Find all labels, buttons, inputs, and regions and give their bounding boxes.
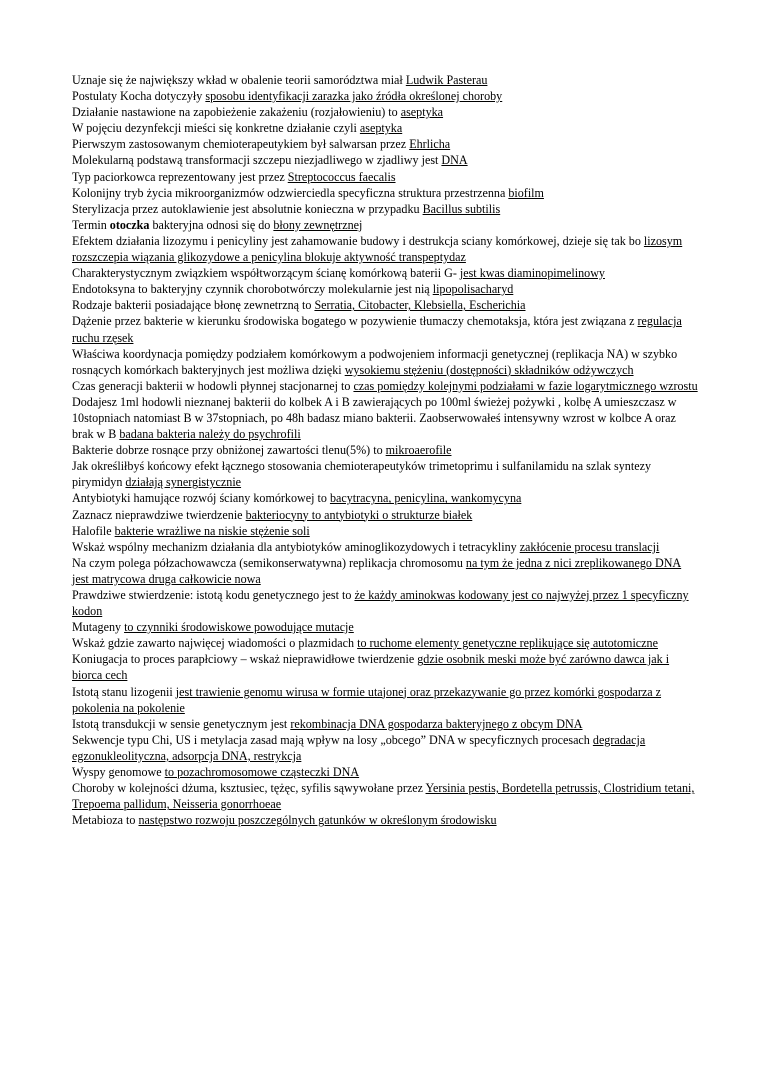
entry-answer: badana bakteria należy do psychrofili <box>119 427 301 442</box>
entry-23 <box>72 523 698 539</box>
entry-text: Sekwencje typu Chi, US i metylacja zasad mają wpływ na losy „obcego” DNA w specyficznych procesach <box>72 732 593 747</box>
entry-text: Zaznacz nieprawdziwe twierdzenie <box>72 507 246 522</box>
entry-text: Charakterystycznym związkiem współtworzącym ścianę komórkową baterii G- <box>72 266 460 281</box>
entry-text: Koniugacja to proces parapłciowy – wskaż nieprawidłowe twierdzenie <box>72 652 418 667</box>
entry-16 <box>72 346 698 378</box>
entry-text: Czas generacji bakterii w hodowli płynnej stacjonarnej to <box>72 378 354 393</box>
entry-12 <box>72 265 698 281</box>
entry-9 <box>72 201 698 217</box>
entry-32 <box>72 732 698 764</box>
entry-text: Mutageny <box>72 620 125 635</box>
entry-answer: że każdy aminokwas kodowany jest co najwyżej przez 1 specyficzny kodon <box>72 588 689 619</box>
entry-5 <box>72 136 698 152</box>
entry-text: Istotą stanu lizogenii <box>72 684 176 699</box>
entry-text: Postulaty Kocha dotyczyły <box>72 89 206 104</box>
entry-bold-term: otoczka <box>109 217 150 232</box>
entry-answer: lipopolisacharyd <box>432 282 514 297</box>
entry-text: Dodajesz 1ml hodowli nieznanej bakterii do kolbek A i B zawierających po 100ml świeżej pożywki , kolbę A umieszczasz w 10stopniach natomiast B w 37stopniach, po 48h badasz miano bakterii. Zaobserwowałeś intensywny wzrost w kolbce A oraz brak w B <box>72 394 677 442</box>
entry-answer: DNA <box>441 153 468 168</box>
entry-text-pre: Termin <box>72 217 110 232</box>
entry-answer: aseptyka <box>400 105 444 120</box>
entry-13 <box>72 281 698 297</box>
entry-answer: to ruchome elementy genetyczne replikujące się autotomiczne <box>357 636 658 651</box>
entry-17 <box>72 378 698 394</box>
entry-31 <box>72 716 698 732</box>
entry-30 <box>72 684 698 716</box>
entry-answer: lizosym rozszczepia wiązania glikozydowe a penicylina blokuje aktywność transpeptydaz <box>72 233 683 265</box>
entry-answer: sposobu identyfikacji zarazka jako źródła określonej choroby <box>205 89 503 104</box>
entry-answer: rekombinacja DNA gospodarza bakteryjnego z obcym DNA <box>290 716 583 731</box>
entry-answer: następstwo rozwoju poszczególnych gatunków w określonym środowisku <box>138 813 497 828</box>
entry-answer: mikroaerofile <box>385 443 452 458</box>
entry-1 <box>72 72 698 88</box>
entry-6 <box>72 152 698 168</box>
entry-25 <box>72 555 698 587</box>
entry-answer: biofilm <box>508 185 544 200</box>
entry-20 <box>72 458 698 490</box>
entry-7 <box>72 169 698 185</box>
entry-answer: na tym że jedna z nici zreplikowanego DNA jest matrycowa druga całkowicie nowa <box>72 555 682 586</box>
entry-text: W pojęciu dezynfekcji mieści się konkretne działanie czyli <box>72 121 360 136</box>
entry-text: Rodzaje bakterii posiadające błonę zewnetrzną to <box>72 298 315 313</box>
entry-22 <box>72 507 698 523</box>
entry-27 <box>72 619 698 635</box>
entry-answer: Bacillus subtilis <box>422 201 501 216</box>
entry-text: Wskaż wspólny mechanizm działania dla antybiotyków aminoglikozydowych i tetracykliny <box>72 539 520 554</box>
entry-answer: jest kwas diaminopimelinowy <box>459 266 605 281</box>
entry-text: Molekularną podstawą transformacji szczepu niezjadliwego w zjadliwy jest <box>72 153 442 168</box>
entry-answer: to pozachromosomowe cząsteczki DNA <box>164 765 360 780</box>
entry-35 <box>72 812 698 828</box>
entry-4 <box>72 120 698 136</box>
entry-text: Typ paciorkowca reprezentowany jest przez <box>72 169 288 184</box>
entry-19 <box>72 442 698 458</box>
entry-answer: Serratia, Citobacter, Klebsiella, Escherichia <box>314 298 526 313</box>
entry-15 <box>72 313 698 345</box>
entry-18 <box>72 394 698 442</box>
entry-text: Uznaje się że największy wkład w obalenie teorii samorództwa miał <box>72 73 406 87</box>
entry-11 <box>72 233 698 265</box>
entry-text: Sterylizacja przez autoklawienie jest absolutnie konieczna w przypadku <box>72 201 423 216</box>
entry-answer: działają synergistycznie <box>125 475 242 490</box>
entry-text: Metabioza to <box>72 813 139 828</box>
entry-26 <box>72 587 698 619</box>
entry-10 <box>72 217 698 233</box>
entry-text: Prawdziwe stwierdzenie: istotą kodu genetycznego jest to <box>72 588 355 602</box>
entry-answer: bakteriocyny to antybiotyki o strukturze białek <box>245 507 473 522</box>
entry-text: Wyspy genomowe <box>72 765 165 780</box>
entry-text: bakteryjna odnosi się do <box>149 217 274 232</box>
entry-answer: wysokiemu stężeniu (dostępności) składników odżywczych <box>344 362 634 377</box>
entry-text: Właściwa koordynacja pomiędzy podziałem komórkowym a podwojeniem informacji genetycznej (replikacja NA) w szybko rosnących komórkach bakteryjnych jest możliwa dzięki <box>72 346 678 377</box>
entry-text: Pierwszym zastosowanym chemioterapeutykiem był salwarsan przez <box>72 137 410 152</box>
entry-29 <box>72 651 698 683</box>
entry-answer: bacytracyna, penicylina, wankomycyna <box>329 491 522 506</box>
entry-28 <box>72 635 698 651</box>
entry-text: Na czym polega półzachowawcza (semikonserwatywna) replikacja chromosomu <box>72 555 466 570</box>
entry-21 <box>72 490 698 506</box>
entry-33 <box>72 764 698 780</box>
entry-answer: to czynniki środowiskowe powodujące mutacje <box>124 620 354 635</box>
entry-answer: bakterie wrażliwe na niskie stężenie soli <box>114 523 310 538</box>
entry-answer: Ehrlicha <box>409 137 451 152</box>
entry-text: Halofile <box>72 523 115 538</box>
entry-text: Dążenie przez bakterie w kierunku środowiska bogatego w pozywienie tłumaczy chemotaksja, która jest związana z <box>72 314 638 329</box>
entry-answer: Ludwik Pasterau <box>405 73 488 87</box>
entry-answer: aseptyka <box>359 121 403 136</box>
entry-text: Efektem działania lizozymu i penicyliny jest zahamowanie budowy i destrukcja sciany komórkowej, dzieje się tak bo <box>72 233 644 248</box>
entry-answer: Yersinia pestis, Bordetella petrussis, Clostridium tetani, Trepoema pallidum, Neisseria gonorrhoeae <box>72 781 695 812</box>
entry-answer: zakłócenie procesu translacji <box>519 539 660 554</box>
entry-answer: błony zewnętrznej <box>273 217 363 232</box>
entry-34 <box>72 780 698 812</box>
entry-text: Istotą transdukcji w sensie genetycznym jest <box>72 716 291 731</box>
entry-8 <box>72 185 698 201</box>
entry-text: Wskaż gdzie zawarto najwięcej wiadomości o plazmidach <box>72 636 358 651</box>
entry-answer: regulacja ruchu rzęsek <box>72 314 682 345</box>
entry-text: Działanie nastawione na zapobieżenie zakażeniu (rozjałowieniu) to <box>72 105 401 120</box>
entry-answer: czas pomiędzy kolejnymi podziałami w fazie logarytmicznego wzrostu <box>353 378 698 393</box>
entry-text: Choroby w kolejności dżuma, ksztusiec, tężęc, syfilis sąwywołane przez <box>72 781 426 796</box>
entry-answer: degradacja egzonukleolityczna, adsorpcja DNA, restrykcja <box>72 732 646 763</box>
entry-24 <box>72 539 698 555</box>
entry-text: Bakterie dobrze rosnące przy obniżonej zawartości tlenu(5%) to <box>72 443 386 458</box>
entry-text: Endotoksyna to bakteryjny czynnik chorobotwórczy molekularnie jest nią <box>72 282 433 297</box>
entry-2 <box>72 88 698 104</box>
entry-answer: Streptococcus faecalis <box>287 169 396 184</box>
entry-text: Jak określiłbyś końcowy efekt łącznego stosowania chemioterapeutyków trimetoprimu i sulfanilamidu na szlak syntezy pirymidyn <box>72 459 652 490</box>
entry-3 <box>72 104 698 120</box>
entry-answer: jest trawienie genomu wirusa w formie utajonej oraz przekazywanie go przez komórki gospodarza z pokolenia na pokolenie <box>72 684 662 715</box>
entry-text: Kolonijny tryb życia mikroorganizmów odzwierciedla specyficzna struktura przestrzenna <box>72 185 509 200</box>
entry-text: Antybiotyki hamujące rozwój ściany komórkowej to <box>72 491 330 506</box>
entry-14 <box>72 297 698 313</box>
entry-answer: gdzie osobnik meski może być zarówno dawca jak i biorca cech <box>72 652 670 683</box>
